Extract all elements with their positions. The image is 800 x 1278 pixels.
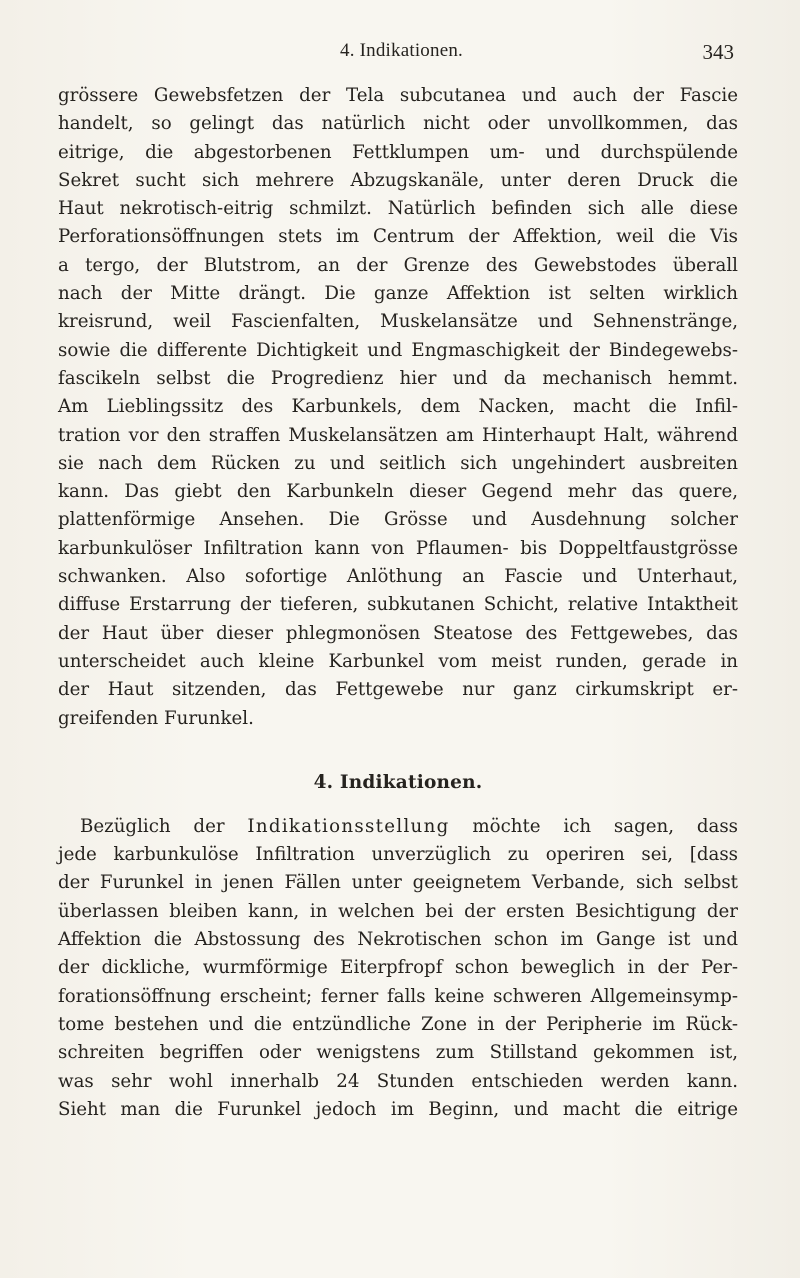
text-line: fascikeln selbst die Progredienz hier und da mechanisch hemmt. — [58, 367, 738, 389]
text-line: karbunkulöser Infiltration kann von Pflaumen- bis Doppeltfaustgrösse — [58, 537, 738, 559]
page-header — [0, 40, 800, 68]
text-line: eitrige, die abgestorbenen Fettklumpen um- und durchspülende — [58, 141, 738, 163]
emphasized-term: Indikationsstellung — [247, 815, 450, 837]
text-line: der Haut sitzenden, das Fettgewebe nur ganz cirkumskript er- — [58, 679, 738, 701]
paragraph-1 — [58, 82, 738, 733]
text-line — [58, 813, 738, 841]
text-line: überlassen bleiben kann, in welchen bei der ersten Besichtigung der — [58, 900, 738, 922]
text-line: der Furunkel in jenen Fällen unter geeignetem Verbande, sich selbst — [58, 872, 738, 894]
text-line: was sehr wohl innerhalb 24 Stunden entschieden werden kann. — [58, 1070, 738, 1092]
text-line: forationsöffnung erscheint; ferner falls keine schweren Allgemeinsymp- — [58, 985, 738, 1007]
text-line: jede karbunkulöse Infiltration unverzüglich zu operiren sei, [dass — [58, 844, 738, 866]
text-line: grössere Gewebsfetzen der Tela subcutanea und auch der Fascie — [58, 85, 738, 106]
text-run: Bezüglich der — [80, 815, 248, 837]
page-number: 343 — [702, 40, 734, 64]
text-line: Sekret sucht sich mehrere Abzugskanäle, unter deren Druck die — [58, 169, 738, 191]
text-line: schreiten begriffen oder wenigstens zum Stillstand gekommen ist, — [58, 1042, 738, 1064]
text-run: möchte ich sagen, dass — [449, 815, 738, 837]
text-line: a tergo, der Blutstrom, an der Grenze des Gewebstodes überall — [58, 254, 738, 276]
text-line: der dickliche, wurmförmige Eiterpfropf schon beweglich in der Per- — [58, 957, 738, 979]
text-line: unterscheidet auch kleine Karbunkel vom meist runden, gerade in — [58, 650, 738, 672]
section-heading: 4. Indikationen. — [313, 771, 483, 793]
text-line: tome bestehen und die entzündliche Zone in der Peripherie im Rück- — [58, 1013, 738, 1035]
text-line: greifenden Furunkel. — [58, 707, 254, 729]
running-title: 4. Indikationen. — [340, 40, 463, 61]
text-line: kreisrund, weil Fascienfalten, Muskelansätze und Sehnenstränge, — [58, 311, 738, 333]
text-line: sie nach dem Rücken zu und seitlich sich ungehindert ausbreiten — [58, 452, 738, 474]
text-line: schwanken. Also sofortige Anlöthung an Fascie und Unterhaut, — [58, 566, 738, 588]
text-line: der Haut über dieser phlegmonösen Steatose des Fettgewebes, das — [58, 622, 738, 644]
text-line: Am Lieblingssitz des Karbunkels, dem Nacken, macht die Infil- — [58, 396, 738, 418]
text-line: Affektion die Abstossung des Nekrotischen schon im Gange ist und — [58, 929, 738, 951]
text-line: tration vor den straffen Muskelansätzen am Hinterhaupt Halt, während — [58, 424, 738, 446]
text-line: kann. Das giebt den Karbunkeln dieser Gegend mehr das quere, — [58, 481, 738, 503]
text-line: Perforationsöffnungen stets im Centrum der Affektion, weil die Vis — [58, 226, 738, 248]
text-line: Sieht man die Furunkel jedoch im Beginn, und macht die eitrige — [58, 1098, 738, 1120]
text-line: plattenförmige Ansehen. Die Grösse und Ausdehnung solcher — [58, 509, 738, 531]
text-line: nach der Mitte drängt. Die ganze Affektion ist selten wirklich — [58, 283, 738, 305]
paragraph-2 — [58, 813, 738, 1124]
body-text — [58, 82, 738, 1124]
text-line: Haut nekrotisch-eitrig schmilzt. Natürlich befinden sich alle diese — [58, 198, 738, 220]
text-line: sowie die differente Dichtigkeit und Engmaschigkeit der Bindegewebs- — [58, 339, 738, 361]
text-line: diffuse Erstarrung der tieferen, subkutanen Schicht, relative Intaktheit — [58, 594, 738, 616]
text-line: handelt, so gelingt das natürlich nicht oder unvollkommen, das — [58, 113, 738, 135]
